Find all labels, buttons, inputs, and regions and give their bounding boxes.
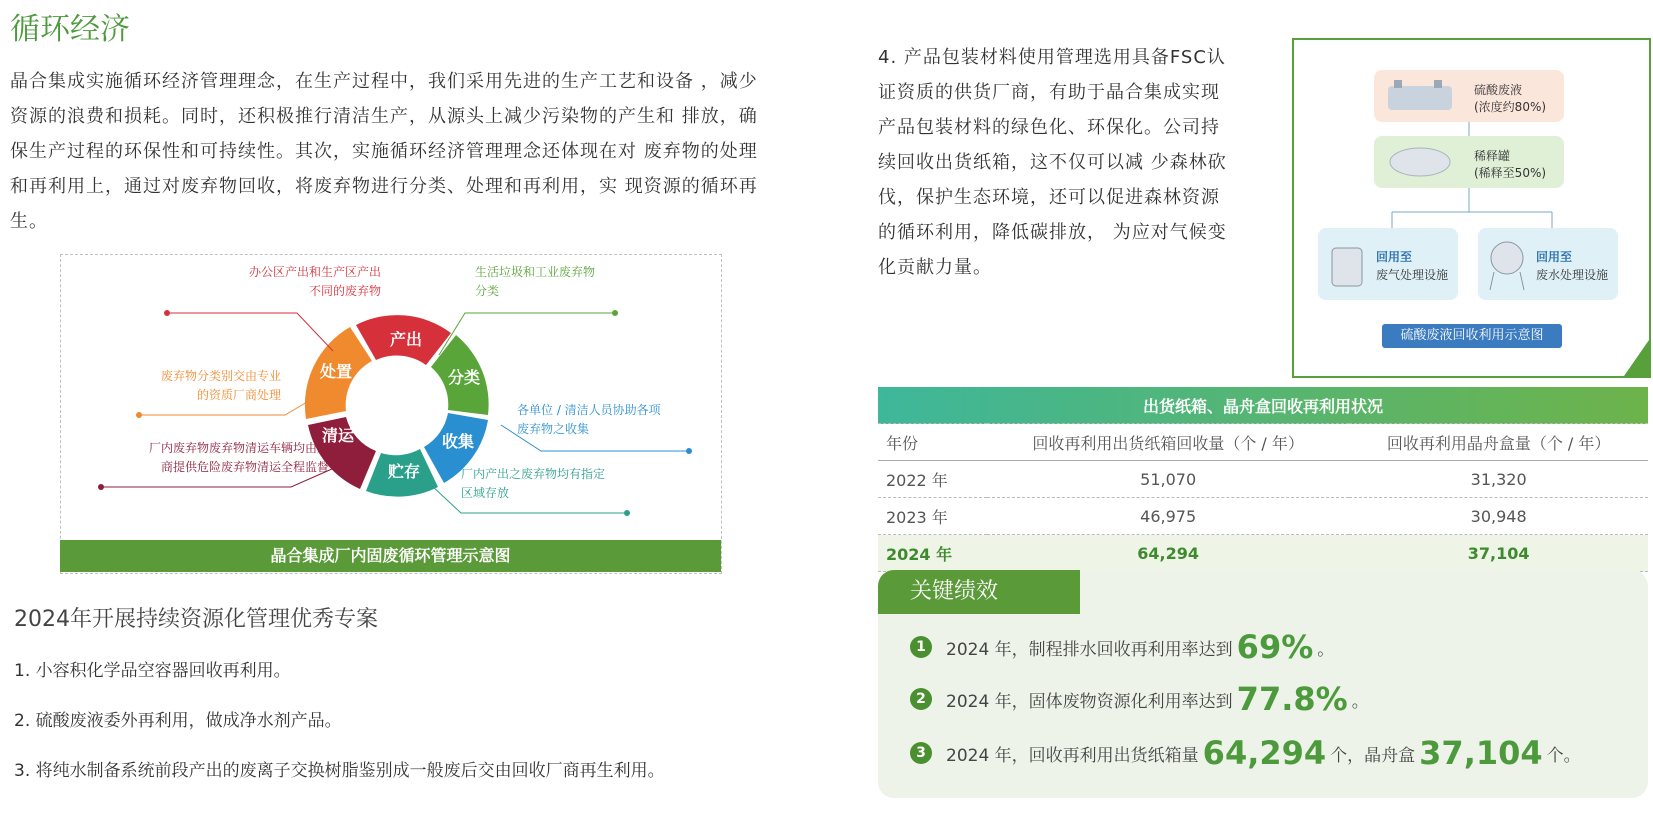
kpi-text: 2024 年，固体废物资源化利用率达到 xyxy=(946,691,1233,712)
kpi-value: 64,294 xyxy=(1202,734,1327,772)
cases-title: 2024年开展持续资源化管理优秀专案 xyxy=(14,607,378,632)
kpi-number-badge: 1 xyxy=(910,636,932,658)
sulfur-caption: 硫酸废液回收利用示意图 xyxy=(1382,324,1562,348)
seg-label-dispose: 处置 xyxy=(319,362,353,381)
stage1-label: 硫酸废液 (浓度约80%) xyxy=(1474,83,1547,114)
kpi-value: 69% xyxy=(1236,628,1314,666)
seg-label-output: 产出 xyxy=(389,330,423,349)
intro-paragraph: 晶合集成实施循环经济管理理念，在生产过程中，我们采用先进的生产工艺和设备 ，减少资源的浪费和损耗。同时，还积极推行清洁生产，从源头上减少污染物的产生和 排放，确保生产过程的环保性和可持续性。其次，实施循环经济管理理念还体现在对 废弃物的处理和再利用上，通过对废弃物回收，将废弃物进行分类、处理和再利用，实 现资源的循环再生。 xyxy=(10,71,758,232)
kpi-suffix: 。 xyxy=(1351,691,1369,712)
cell-cartons: 46,975 xyxy=(987,498,1349,535)
kpi-item-2 xyxy=(910,680,1369,718)
case-item-2: 2. 硫酸废液委外再利用，做成净水剂产品。 xyxy=(14,711,342,731)
kpi-text: 2024 年，制程排水回收再利用率达到 xyxy=(946,639,1233,660)
kpi-title: 关键绩效 xyxy=(878,570,1080,614)
kpi-item-3 xyxy=(910,734,1581,772)
cell-boxes: 31,320 xyxy=(1349,461,1648,498)
packaging-paragraph: 4. 产品包装材料使用管理选用具备FSC认证资质的供货厂商，有助于晶合集成实现产品包装材料的绿色化、环保化。公司持续回收出货纸箱，这不仅可以减 少森林砍伐，保护生态环境，还可以促进森林资源的循环利用，降低碳排放， 为应对气候变化贡献力量。 xyxy=(878,47,1227,278)
table-row xyxy=(878,498,1648,535)
seg-label-transport: 清运 xyxy=(321,426,355,445)
seg-label-collect: 收集 xyxy=(441,432,475,451)
case-item-3: 3. 将纯水制备系统前段产出的废离子交换树脂鉴别成一般废后交由回收厂商再生利用。 xyxy=(14,761,665,781)
table-header-year: 年份 xyxy=(878,424,987,461)
water-tower-icon xyxy=(1484,236,1530,292)
cell-boxes: 37,104 xyxy=(1349,535,1648,572)
cycle-diagram xyxy=(60,254,722,574)
seg-label-store: 贮存 xyxy=(387,462,421,481)
use-water xyxy=(1478,228,1618,300)
table-row xyxy=(878,535,1648,572)
annotation-classify: 生活垃圾和工业废弃物 分类 xyxy=(475,265,596,298)
kpi-value: 77.8% xyxy=(1236,680,1348,718)
kpi-number-badge: 3 xyxy=(910,742,932,764)
annotation-output: 办公区产出和生产区产出 不同的废弃物 xyxy=(248,265,381,298)
cell-year: 2022 年 xyxy=(878,461,987,498)
kpi-suffix: 。 xyxy=(1317,639,1335,660)
use-gas xyxy=(1318,228,1458,300)
use-gas-body: 废气处理设施 xyxy=(1376,268,1449,282)
cell-year: 2024 年 xyxy=(878,535,987,572)
sulfur-diagram xyxy=(1292,38,1651,378)
kpi-mid: 个，晶舟盒 xyxy=(1330,745,1416,766)
cell-year: 2023 年 xyxy=(878,498,987,535)
annotation-store: 厂内产出之废弃物均有指定 区域存放 xyxy=(461,467,606,500)
recycle-table xyxy=(878,387,1648,572)
seg-label-classify: 分类 xyxy=(447,368,481,387)
cell-cartons: 51,070 xyxy=(987,461,1349,498)
stage2-label: 稀释罐 (稀释至50%) xyxy=(1474,149,1547,180)
kpi-number-badge: 2 xyxy=(910,688,932,710)
use-water-body: 废水处理设施 xyxy=(1536,268,1609,282)
case-item-1: 1. 小容积化学品空容器回收再利用。 xyxy=(14,661,291,681)
kpi-text: 2024 年，回收再利用出货纸箱量 xyxy=(946,745,1199,766)
annotation-collect: 各单位 / 清洁人员协助各项 废弃物之收集 xyxy=(517,403,661,436)
use-gas-title: 回用至 xyxy=(1376,250,1413,264)
table-title: 出货纸箱、晶舟盒回收再利用状况 xyxy=(878,387,1648,424)
kpi-value-2: 37,104 xyxy=(1419,734,1543,772)
gas-tower-icon xyxy=(1324,236,1370,292)
table-header-boxes: 回收再利用晶舟盒量（个 / 年） xyxy=(1349,424,1648,461)
table-header-cartons: 回收再利用出货纸箱回收量（个 / 年） xyxy=(987,424,1349,461)
use-water-title: 回用至 xyxy=(1536,250,1573,264)
table-row xyxy=(878,461,1648,498)
kpi-suffix: 个。 xyxy=(1546,745,1581,766)
kpi-item-1 xyxy=(910,628,1334,666)
annotation-dispose: 废弃物分类别交由专业 的资质厂商处理 xyxy=(160,369,281,402)
cycle-caption: 晶合集成厂内固废循环管理示意图 xyxy=(60,540,721,572)
cell-cartons: 64,294 xyxy=(987,535,1349,572)
page-title: 循环经济 xyxy=(10,12,130,47)
cell-boxes: 30,948 xyxy=(1349,498,1648,535)
annotation-transport: 厂内废弃物废弃物清运车辆均由厂 商提供危险废弃物清运全程监督 xyxy=(148,441,329,474)
